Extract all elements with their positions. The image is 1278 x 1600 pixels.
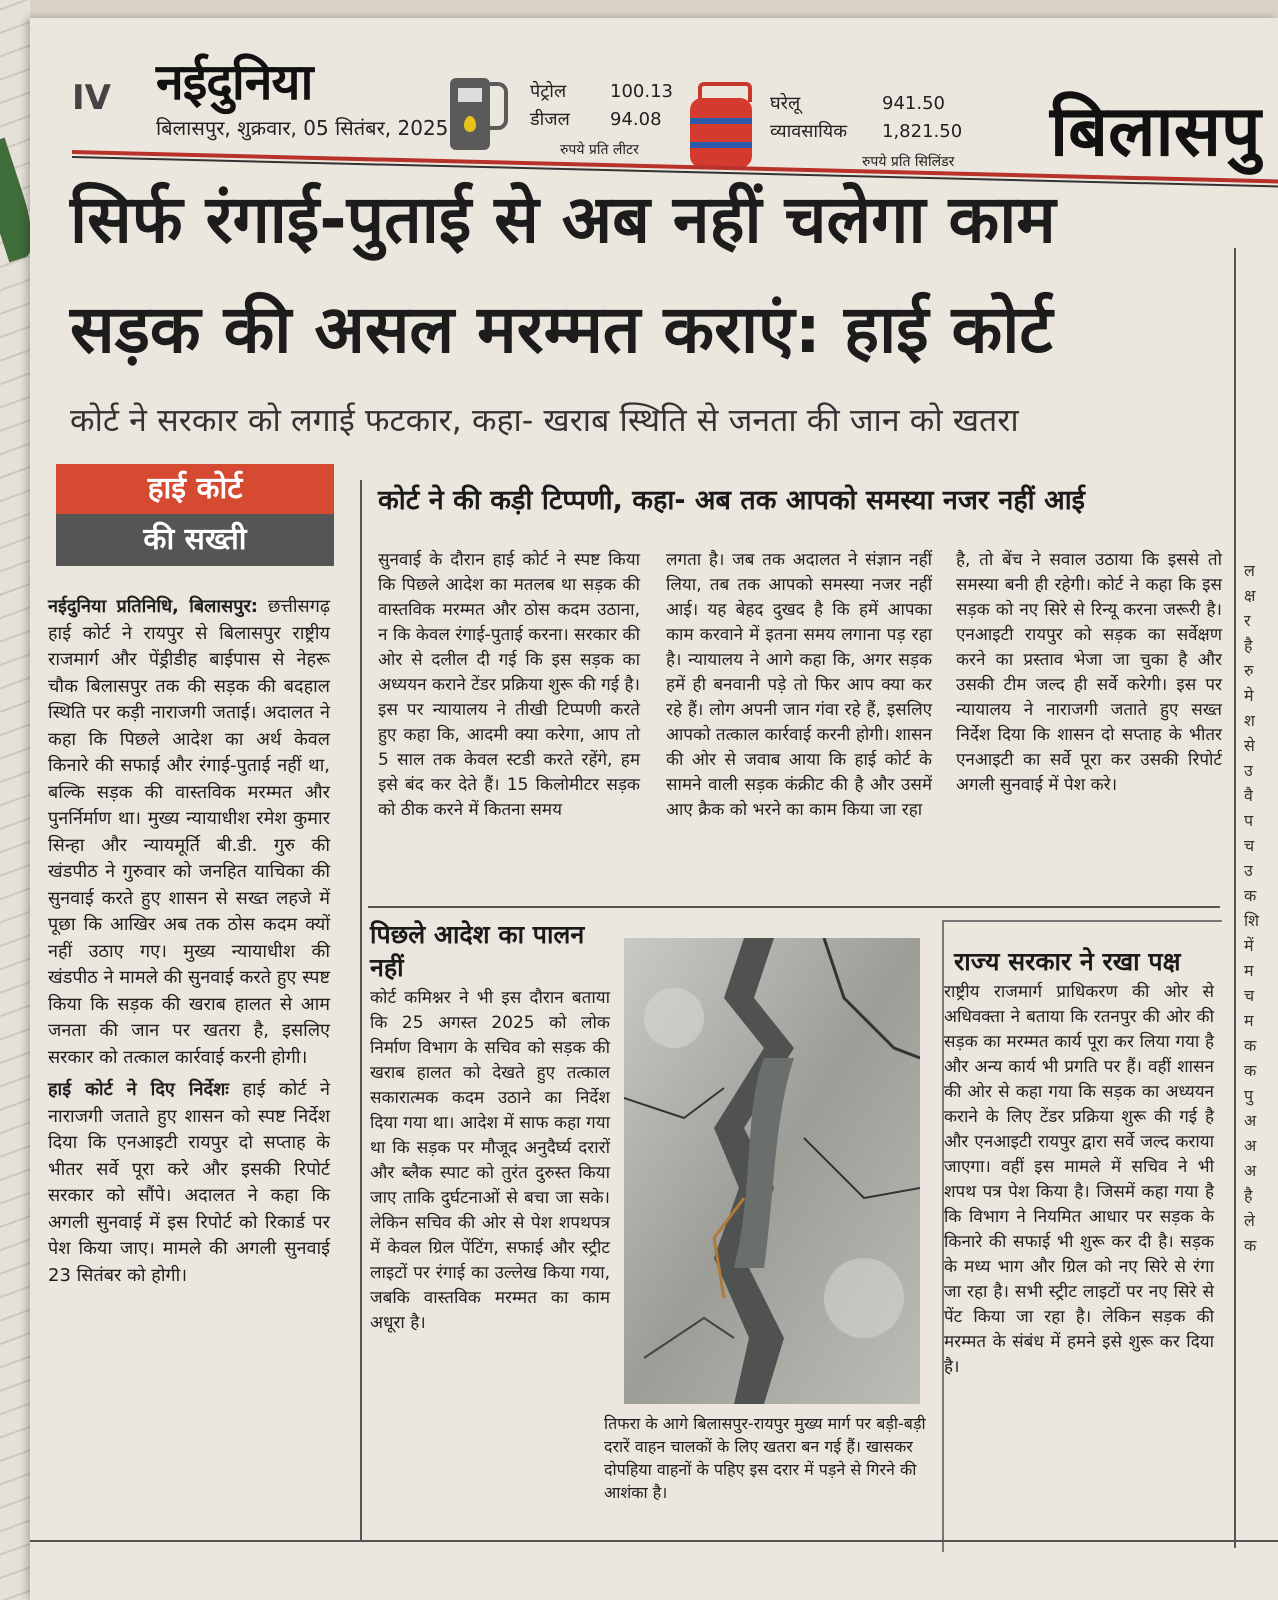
section-2-heading: पिछले आदेश का पालन नहीं	[370, 920, 585, 982]
left-para-1: छत्तीसगढ़ हाई कोर्ट ने रायपुर से बिलासपुर राष्ट्रीय राजमार्ग और पेंड्रीडीह बाईपास से नेहरू चौक बिलासपुर तक की सड़क की बदहाल स्थिति पर कड़ी नाराजगी जताई। अदालत ने कहा कि पिछले आदेश का अर्थ केवल किनारे की सफाई और रंगाई-पुताई नहीं था, बल्कि सड़क की वास्तविक मरम्मत और पुनर्निर्माण था। मुख्य न्यायाधीश रमेश कुमार सिन्हा और न्यायमूर्ति बी.डी. गुरु की खंडपीठ ने गुरुवार को जनहित याचिका की सुनवाई करते हुए शासन से सख्त लहजे में पूछा कि आखिर अब तक ठोस कदम क्यों नहीं उठाए गए। मुख्य न्यायाधीश की खंडपीठ ने मामले की सुनवाई करते हुए स्पष्ट किया कि सड़क की खराब हालत से आम जनता की जान पर खतरा है, इसलिए सरकार को तत्काल कार्रवाई करनी होगी।	[48, 596, 330, 1068]
strip-letter: ले	[1244, 1211, 1255, 1230]
domestic-price: 941.50	[882, 93, 945, 114]
body-column-3: लगता है। जब तक अदालत ने संज्ञान नहीं लिया, तब तक आपको समस्या नजर नहीं आई। यह बेहद दुखद है कि हमें आपका काम करवाने में इतना समय लगाना पड़ रहा है। न्यायालय ने आगे कहा कि, अगर सड़क हमें ही बनवानी पड़े तो फिर आप क्या कर रहे हैं। लोग अपनी जान गंवा रहे हैं, इसलिए आपको तत्काल कार्रवाई करनी होगी। शासन की ओर से जवाब आया कि हाई कोर्ट के सामने वाली सड़क कंक्रीट की है और उसमें आए क्रैक को भरने का काम किया जा रहा	[666, 550, 932, 820]
city-edition-title: बिलासपु	[1050, 90, 1261, 172]
strip-letter: है	[1244, 1186, 1253, 1205]
strip-letter: अ	[1244, 1136, 1257, 1155]
left-column	[48, 594, 330, 1295]
gas-price-box	[770, 90, 962, 176]
body-column-4: है, तो बेंच ने सवाल उठाया कि इससे तो समस्या बनी ही रहेगी। कोर्ट ने कहा कि इस सड़क को नए सिरे से रिन्यू करना जरूरी है। एनआइटी रायपुर को सड़क का सर्वेक्षण करने का प्रस्ताव भेजा जा चुका है और उसकी टीम जल्द ही सर्वे करेगी। इस पर न्यायालय ने नाराजगी जताते हुए सख्त निर्देश दिया कि शासन दो सप्ताह के भीतर एनआइटी का सर्वे पूरा कर उसकी रिपोर्ट अगली सुनवाई में पेश करे।	[956, 550, 1222, 795]
strip-letter: उ	[1244, 861, 1253, 880]
newspaper-logo: नईदुनिया	[156, 52, 313, 111]
strip-letter: श	[1244, 711, 1255, 730]
petrol-label: पेट्रोल	[530, 81, 567, 102]
fuel-pump-icon	[450, 66, 498, 150]
section-tag	[56, 464, 334, 566]
headline-line-2: सड़क की असल मरम्मत कराएं: हाई कोर्ट	[70, 291, 1053, 368]
section-divider	[368, 906, 1220, 908]
strip-letter: क्ष	[1244, 586, 1256, 605]
fuel-unit: रुपये प्रति लीटर	[560, 142, 639, 158]
column-divider	[360, 480, 362, 1540]
page-number: IV	[72, 78, 111, 118]
mid-headline: कोर्ट ने की कड़ी टिप्पणी, कहा- अब तक आपको समस्या नजर नहीं आई	[378, 485, 1085, 516]
subheadline: कोर्ट ने सरकार को लगाई फटकार, कहा- खराब स्थिति से जनता की जान को खतरा	[70, 401, 1019, 439]
tag-line-1: हाई कोर्ट	[56, 464, 334, 514]
strip-letter: क	[1244, 886, 1257, 905]
commercial-label: व्यावसायिक	[770, 121, 848, 142]
strip-letter: च	[1244, 986, 1255, 1005]
newspaper-page	[30, 18, 1278, 1600]
strip-letter: में	[1244, 936, 1254, 955]
byline: नईदुनिया प्रतिनिधि, बिलासपुर:	[48, 596, 259, 617]
domestic-label: घरेलू	[770, 93, 801, 114]
left-para-2: हाई कोर्ट ने नाराजगी जताते हुए शासन को स्पष्ट निर्देश दिया कि एनआइटी रायपुर दो सप्ताह के भीतर सर्वे पूरा करे और इसकी रिपोर्ट सरकार को सौंपे। अदालत ने कहा कि अगली सुनवाई में इस रिपोर्ट को रिकार्ड पर पेश किया जाए। मामले की अगली सुनवाई 23 सितंबर को होगी।	[48, 1079, 330, 1286]
fuel-price-box	[530, 78, 673, 164]
strip-letter: से	[1244, 736, 1255, 755]
dateline: बिलासपुर, शुक्रवार, 05 सितंबर, 2025	[156, 116, 449, 140]
strip-letter: म	[1244, 1011, 1254, 1030]
strip-letter: म	[1244, 961, 1254, 980]
strip-letter: र	[1244, 611, 1251, 630]
strip-letter: प	[1244, 811, 1254, 830]
adjacent-article-strip	[1244, 558, 1278, 1258]
diesel-label: डीजल	[530, 109, 570, 130]
background-fabric	[0, 0, 30, 1600]
strip-letter: अ	[1244, 1161, 1257, 1180]
right-column-divider	[1234, 248, 1236, 1548]
body-column-5: कोर्ट कमिश्नर ने भी इस दौरान बताया कि 25 अगस्त 2025 को लोक निर्माण विभाग के सचिव को सड़क की खराब हालत को देखते हुए तत्काल सकारात्मक कदम उठाने का निर्देश दिया गया था। आदेश में साफ कहा गया था कि सड़क पर मौजूद अनुदैर्घ्य दरारों और ब्लैक स्पाट को तुरंत दुरुस्त किया जाए ताकि दुर्घटनाओं से बचा जा सके। लेकिन सचिव की ओर से पेश शपथपत्र में केवल ग्रिल पेंटिंग, सफाई और स्ट्रीट लाइटों पर रंगाई का उल्लेख किया गया, जबकि वास्तविक मरम्मत का काम अधूरा है।	[370, 988, 610, 1333]
strip-letter: वै	[1244, 786, 1253, 805]
gas-cylinder-icon	[690, 82, 752, 174]
tag-line-2: की सख्ती	[56, 514, 334, 566]
commercial-price: 1,821.50	[882, 121, 963, 142]
gas-unit: रुपये प्रति सिलिंडर	[862, 154, 955, 170]
strip-letter: रु	[1244, 661, 1254, 680]
strip-letter: क	[1244, 1236, 1257, 1255]
headline-line-1: सिर्फ रंगाई-पुताई से अब नहीं चलेगा काम	[70, 181, 1056, 258]
strip-letter: क	[1244, 1036, 1257, 1055]
body-column-6: राष्ट्रीय राजमार्ग प्राधिकरण की ओर से अधिवक्ता ने बताया कि रतनपुर की ओर की सड़क का मरम्मत कार्य पूरा कर लिया गया है और अन्य कार्य भी प्रगति पर हैं। वहीं शासन की ओर से कहा गया कि सड़क का अध्ययन कराने के लिए टेंडर प्रक्रिया शुरू की गई है और एनआइटी रायपुर द्वारा सर्वे जल्द कराया जाएगा। वहीं इस मामले में सचिव ने भी शपथ पत्र पेश किया है। जिसमें कहा गया है कि विभाग ने नियमित आधार पर सड़क के किनारे की सफाई भी शुरू कर दी है। सड़क के मध्य भाग और ग्रिल को नए सिरे से रंगा जा रहा है। सभी स्ट्रीट लाइटों पर नए सिरे से पेंट किया जा रहा है। लेकिन सड़क की मरम्मत के संबंध में हमने इसे शुरू कर दिया है।	[944, 982, 1214, 1377]
strip-letter: अ	[1244, 1111, 1257, 1130]
diesel-price: 94.08	[610, 109, 662, 130]
section-3-heading: राज्य सरकार ने रखा पक्ष	[954, 947, 1181, 976]
petrol-price: 100.13	[610, 81, 673, 102]
strip-letter: ल	[1244, 561, 1255, 580]
body-column-2: सुनवाई के दौरान हाई कोर्ट ने स्पष्ट किया कि पिछले आदेश का मतलब था सड़क की वास्तविक मरम्मत और ठोस कदम उठाना, न कि केवल रंगाई-पुताई करना। सरकार की ओर से दलील दी गई कि इस सड़क का अध्ययन कराने टेंडर प्रक्रिया शुरू की गई है। इस पर न्यायालय ने तीखी टिप्पणी करते हुए कहा कि, आदमी क्या करेगा, आप तो 5 साल तक केवल स्टडी करते रहेंगे, हम इसे बंद कर देते हैं। 15 किलोमीटर सड़क को ठीक करने में कितना समय	[378, 550, 640, 820]
road-crack-photo	[624, 938, 920, 1404]
left-para-2-lead: हाई कोर्ट ने दिए निर्देशः	[48, 1079, 229, 1100]
strip-letter: शि	[1244, 911, 1260, 930]
bottom-rule	[30, 1540, 1278, 1542]
strip-letter: च	[1244, 836, 1255, 855]
strip-letter: पु	[1244, 1086, 1254, 1105]
strip-letter: उ	[1244, 761, 1253, 780]
strip-letter: मे	[1244, 686, 1254, 705]
strip-letter: क	[1244, 1061, 1257, 1080]
strip-letter: है	[1244, 636, 1253, 655]
photo-caption: तिफरा के आगे बिलासपुर-रायपुर मुख्य मार्ग पर बड़ी-बड़ी दरारें वाहन चालकों के लिए खतरा बन गई हैं। खासकर दोपहिया वाहनों के पहिए इस दरार में पड़ने से गिरने की आशंका है।	[604, 1414, 926, 1502]
